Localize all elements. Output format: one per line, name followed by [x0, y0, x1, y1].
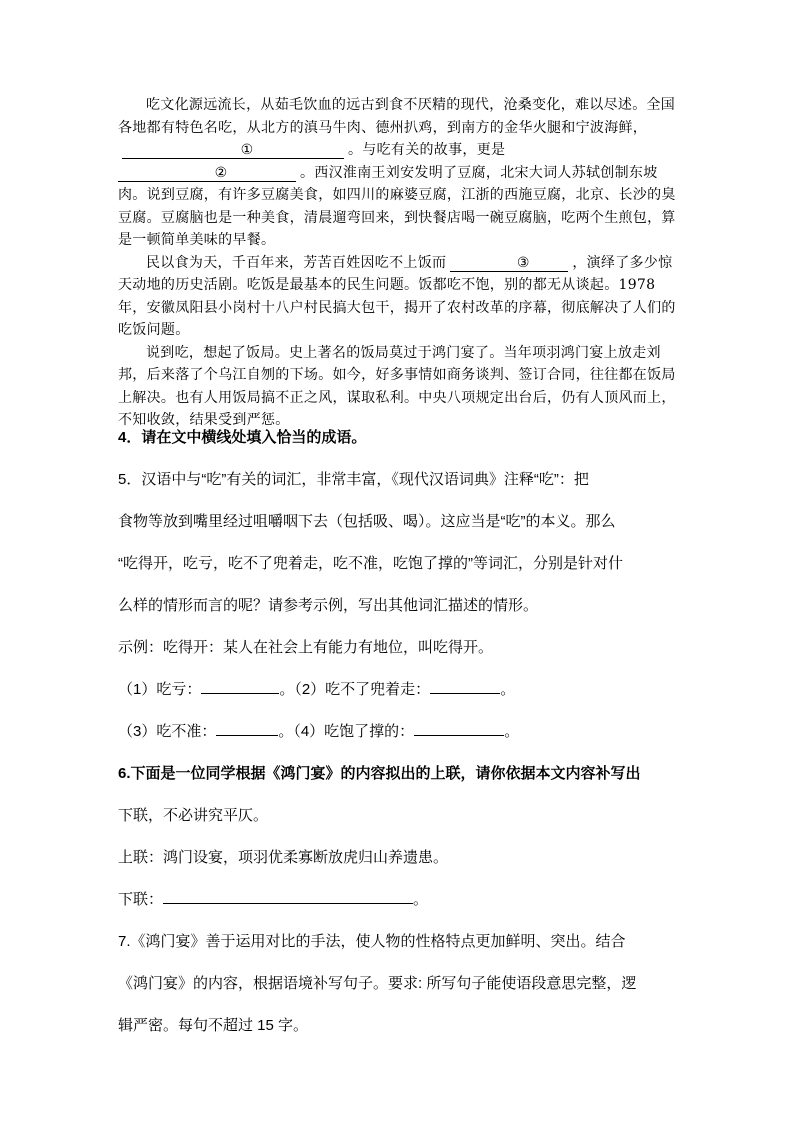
sub-question-4-label: 。（4）吃饱了撑的：: [278, 723, 415, 740]
blank-1-number: ①: [240, 142, 254, 158]
passage-text: 说到吃，想起了饭局。史上著名的饭局莫过于鸿门宴了。当年项羽鸿门宴上放走刘邦，后来落了个乌江自刎的下场。如今，好多事情如商务谈判、签订合同，往往都在饭局上解决。也有人用饭局搞不正之风，谋取私利。中央八项规定出台后，仍有人顶风而上，不知收敛，结果受到严惩。: [118, 344, 676, 428]
question-7-line-3: 辑严密。每句不超过 15 字。: [118, 1017, 309, 1034]
blank-1[interactable]: [122, 143, 344, 159]
blank-2[interactable]: [118, 166, 296, 182]
passage-text: ，演绎了多少惊天动地的历史活剧。吃饭是最基本的民生问题。饭都吃不饱，别的都无从谈起。1978 年，安徽凤阳县小岗村十八户村民搞大包干，揭开了农村改革的序幕，彻底解决了人们的吃饭问题。: [118, 254, 676, 338]
blank-3-number: ③: [516, 254, 530, 271]
passage-text: 。与吃有关的故事，更是: [348, 142, 506, 158]
answer-blank-4[interactable]: [414, 721, 504, 736]
passage-text: 吃文化源远流长，从茹毛饮血的远古到食不厌精的现代，沧桑变化，难以尽述。全国各地都有特色名吃，从北方的滇马牛肉、德州扒鸡，到南方的金华火腿和宁波海鲜，: [118, 97, 676, 136]
sub-questions-1-2: [118, 678, 515, 699]
lower-couplet-label: 下联：: [118, 891, 164, 908]
reading-passage: [118, 94, 680, 432]
answer-blank-2[interactable]: [430, 679, 500, 694]
lower-couplet-blank[interactable]: [163, 889, 413, 904]
lower-couplet-end: 。: [413, 891, 429, 908]
question-4: 4．请在文中横线处填入恰当的成语。: [118, 429, 367, 446]
passage-text: 民以食为天，千百年来，芳苦百姓因吃不上饭而: [146, 254, 447, 271]
sub-question-3-label: （3）吃不准：: [118, 723, 217, 740]
blank-2-number: ②: [214, 164, 228, 181]
lower-couplet: [118, 888, 428, 909]
sub-question-2-label: 。（2）吃不了兜着走：: [279, 681, 431, 698]
upper-couplet: 上联：鸿门设宴，项羽优柔寡断放虎归山养遗患。: [118, 849, 449, 866]
question-5-line-1: 5．汉语中与“吃”有关的词汇，非常丰富，《现代汉语词典》注释“吃”：把: [118, 471, 589, 488]
passage-paragraph-3: [118, 342, 680, 432]
example-line: 示例：吃得开：某人在社会上有能力有地位，叫吃得开。: [118, 639, 494, 656]
answer-blank-1[interactable]: [201, 679, 279, 694]
blank-3[interactable]: [450, 256, 568, 272]
sub-question-4-end: 。: [504, 723, 520, 740]
question-5-line-2: 食物等放到嘴里经过咀嚼咽下去（包括吸、喝）。这应当是“吃”的本义。那么: [118, 513, 616, 530]
sub-questions-3-4: [118, 720, 519, 741]
question-5-line-3: “吃得开，吃亏，吃不了兜着走，吃不准，吃饱了撑的”等词汇，分别是针对什: [118, 555, 623, 572]
question-6-line-2: 下联，不必讲究平仄。: [118, 807, 269, 824]
question-5-line-4: 么样的情形而言的呢？请参考示例，写出其他词汇描述的情形。: [118, 597, 539, 614]
passage-paragraph-2: [118, 252, 680, 342]
question-6-line-1: 6.下面是一位同学根据《鸿门宴》的内容拟出的上联，请你依据本文内容补写出: [118, 765, 641, 782]
sub-question-2-end: 。: [500, 681, 516, 698]
question-7-line-1: 7.《鸿门宴》善于运用对比的手法，使人物的性格特点更加鲜明、突出。结合: [118, 933, 626, 950]
question-7-line-2: 《鸿门宴》的内容，根据语境补写句子。要求: 所写句子能使语段意思完整，逻: [118, 975, 637, 992]
answer-blank-3[interactable]: [216, 721, 278, 736]
passage-paragraph-1: [118, 94, 680, 252]
sub-question-1-label: （1）吃亏：: [118, 681, 202, 698]
passage-text: 。西汉淮南王刘安发明了豆腐，北宋大词人苏轼创制东坡肉。说到豆腐，有许多豆腐美食，如四川的麻婆豆腐，江浙的西施豆腐，北京、长沙的臭豆腐。豆腐脑也是一种美食，清晨遛弯回来，到快餐店喝一碗豆腐脑，吃两个生煎包，算是一顿简单美味的早餐。: [118, 164, 676, 248]
